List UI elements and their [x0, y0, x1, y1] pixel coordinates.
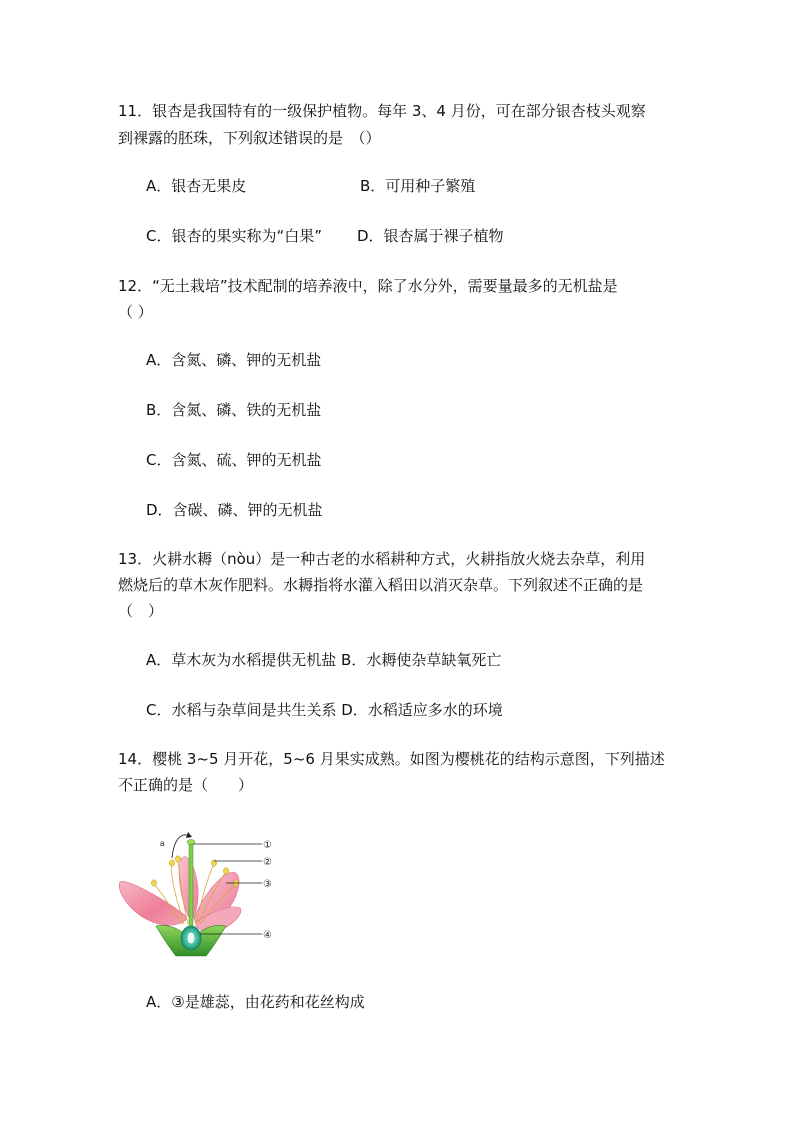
label-3: ③	[263, 879, 272, 890]
q13-stem-line2: 燃烧后的草木灰作肥料。水耨指将水灌入稻田以消灭杂草。下列叙述不正确的是	[118, 576, 644, 594]
q13-stem-line1: 13．火耕水耨（nòu）是一种古老的水稻耕种方式，火耕指放火烧去杂草，利用	[118, 550, 646, 568]
pollination-arrow	[172, 835, 190, 858]
q12-option-c: C．含氮、硫、钾的无机盐	[146, 451, 322, 469]
q13-options-ab: A．草木灰为水稻提供无机盐 B．水耨使杂草缺氧死亡	[146, 651, 502, 669]
q11-stem-line1: 11．银杏是我国特有的一级保护植物。每年 3、4 月份，可在部分银杏枝头观察	[118, 102, 646, 120]
q14-stem-line1: 14．樱桃 3~5 月开花，5~6 月果实成熟。如图为樱桃花的结构示意图，下列描述	[118, 750, 665, 768]
q12-option-a: A．含氮、磷、钾的无机盐	[146, 351, 322, 369]
q11-option-d: D．银杏属于裸子植物	[357, 227, 504, 245]
label-2: ②	[263, 857, 272, 868]
q11-stem-line2: 到裸露的胚珠，下列叙述错误的是 （）	[118, 129, 381, 147]
q14-stem-line2: 不正确的是（ ）	[118, 776, 254, 794]
label-1: ①	[263, 840, 272, 851]
cherry-flower-diagram	[118, 828, 278, 960]
label-a: a	[160, 839, 165, 848]
q13-stem-line3: （ ）	[118, 602, 164, 620]
middle-petal	[179, 857, 198, 920]
q12-option-b: B．含氮、磷、铁的无机盐	[146, 401, 322, 419]
q11-option-c: C．银杏的果实称为“白果”	[146, 227, 323, 245]
q12-stem-line1: 12．“无土栽培”技术配制的培养液中，除了水分外，需要量最多的无机盐是	[118, 277, 618, 295]
left-petal	[119, 881, 186, 925]
q12-stem-line2: （ ）	[118, 303, 153, 321]
q14-option-a: A．③是雄蕊，由花药和花丝构成	[146, 993, 365, 1011]
q11-option-b: B．可用种子繁殖	[360, 177, 476, 195]
q11-option-a: A．银杏无果皮	[146, 177, 247, 195]
q13-options-cd: C．水稻与杂草间是共生关系 D．水稻适应多水的环境	[146, 701, 503, 719]
q12-option-d: D．含碳、磷、钾的无机盐	[146, 501, 323, 519]
label-4: ④	[263, 930, 272, 941]
